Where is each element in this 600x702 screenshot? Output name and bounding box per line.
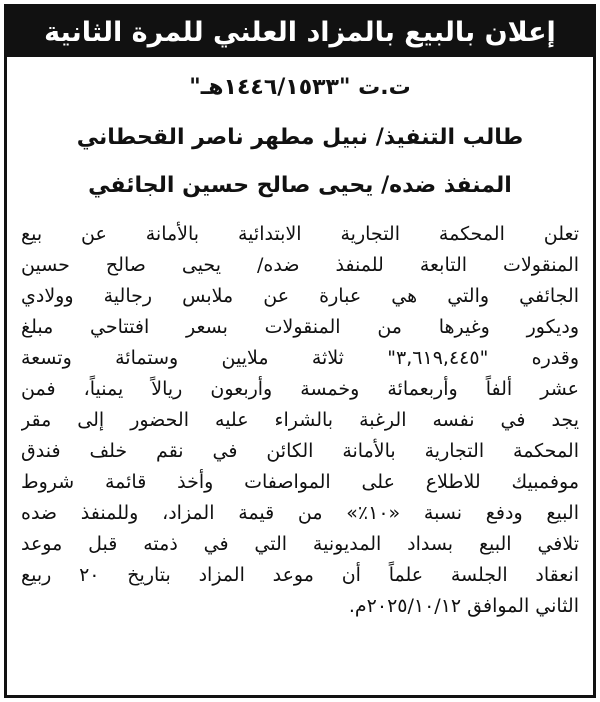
respondent-line: المنفذ ضده/ يحيى صالح حسين الجائفي xyxy=(88,173,512,198)
body-line: الثاني الموافق ٢٠٢٥/١٠/١٢م. xyxy=(348,595,579,617)
body-line: تلافي البيع بسداد المديونية التي في ذمته قبل موعد xyxy=(21,533,579,555)
body-line: تعلن المحكمة التجارية الابتدائية بالأمانة عن بيع xyxy=(21,223,579,245)
body-line: وقدره "٣,٦١٩,٤٤٥" ثلاثة ملايين وستمائة وتسعة xyxy=(21,347,579,369)
body-line: الجائفي والتي هي عبارة عن ملابس رجالية وولادي xyxy=(21,285,579,307)
notice-header-bar xyxy=(7,7,593,57)
auction-notice xyxy=(4,4,596,698)
case-number: ت.ت "١٤٤٦/١٥٣٣هـ" xyxy=(189,75,411,100)
body-line: المنقولات التابعة للمنفذ ضده/ يحيى صالح حسين xyxy=(21,254,579,276)
body-line: البيع ودفع نسبة «١٠٪» من قيمة المزاد، وللمنفذ ضده xyxy=(21,502,579,524)
applicant-line: طالب التنفيذ/ نبيل مطهر ناصر القحطاني xyxy=(76,125,524,150)
body-line: انعقاد الجلسة علماً أن موعد المزاد بتاريخ ٢٠ ربيع xyxy=(21,564,579,586)
body-line: وديكور وغيرها من المنقولات بسعر افتتاحي مبلغ xyxy=(21,316,579,338)
notice-body xyxy=(21,219,579,622)
body-line: عشر ألفاً وأربعمائة وخمسة وأربعون ريالاً يمنياً، فمن xyxy=(21,378,579,400)
notice-title: إعلان بالبيع بالمزاد العلني للمرة الثانية xyxy=(44,16,556,48)
body-line: يجد في نفسه الرغبة بالشراء عليه الحضور إلى مقر xyxy=(21,409,579,431)
body-line: موفمبيك للاطلاع على المواصفات وأخذ قائمة شروط xyxy=(21,471,579,493)
body-line: المحكمة التجارية بالأمانة الكائن في نقم خلف فندق xyxy=(21,440,579,462)
